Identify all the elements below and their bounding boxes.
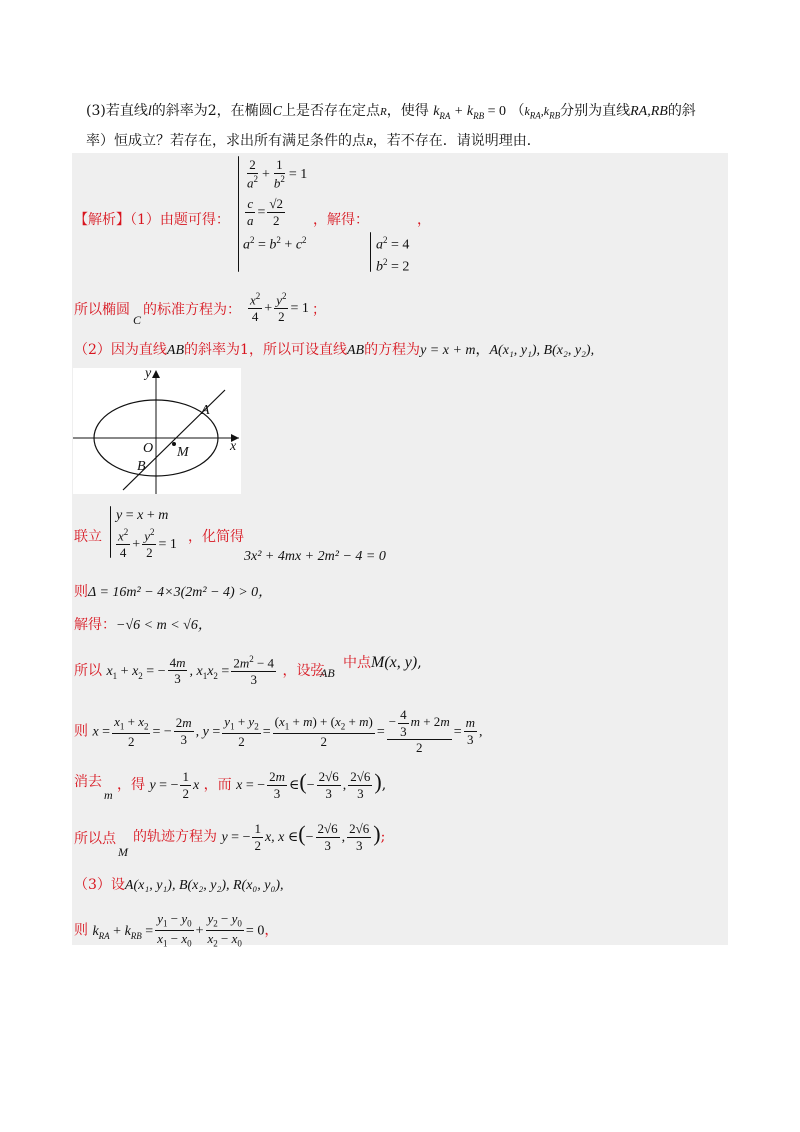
origin-label: O (143, 441, 154, 456)
y-axis-label: y (145, 366, 152, 381)
part2-line: （2）因为直线AB的斜率为1，所以可设直线AB的方程为y = x + m，A(x₁, y₁), B(x₂, y₂), (74, 342, 595, 358)
problem-line-1: (3)若直线l的斜率为2，在椭圆C上是否存在定点R，使得 $k_{RA} + k_{RB} = 0$ （$k_{RA},k_{RB}$分别为直线RA,RB的斜 (86, 103, 696, 121)
point-m-label: M (177, 445, 189, 460)
result-b2: $b^2 = 2$ (376, 257, 410, 275)
system-eq-3: $a^2 = b^2 + c^2$ (243, 235, 307, 253)
lianli-eq-2: $\frac{x^2}{4}$ + $\frac{y^2}{2}$ = 1 (118, 527, 177, 560)
system-eq-2: $\frac{c}{a}$ = $\frac{√2}{2}$ (247, 196, 284, 228)
system-eq-1: $\frac{2}{a^2}$ + $\frac{1}{b^2}$ = 1 (247, 157, 308, 190)
eliminate-line: 消去 (74, 774, 102, 790)
eliminate-m: m (104, 788, 113, 802)
x-axis-label: x (230, 439, 237, 454)
delta-line: 则Δ = 16m² − 4×3(2m² − 4) > 0， (74, 584, 273, 600)
quadratic-equation: 3x² + 4mx + 2m² − 4 = 0 (244, 549, 386, 564)
problem-line-2: 率）恒成立？若存在，求出所有满足条件的点R，若不存在．请说明理由． (86, 133, 541, 149)
chord-AB: AB (320, 666, 335, 680)
ellipse-figure (73, 368, 241, 494)
result-brace (370, 232, 371, 272)
lianli-label: 联立 (74, 529, 102, 545)
locus-line: 所以点 (74, 831, 116, 847)
std-C: C (133, 313, 142, 327)
point-a-label: A (201, 403, 210, 418)
solve-comma: ， (417, 212, 431, 228)
result-a2: $a^2 = 4$ (376, 235, 410, 253)
simplify-label: ，化简得 (188, 529, 244, 545)
std-mid: 的标准方程为： (143, 302, 241, 318)
part1-line: 【解析】（1）由题可得： (74, 212, 230, 228)
locus-equation: 的轨迹方程为 y = − $\frac{1}{2}$ x, x ∈(− $\frac{2√6}{3}$ , $\frac{2√6}{3}$ ); (133, 821, 386, 853)
solve-label: ，解得： (313, 212, 369, 228)
lianli-brace (110, 506, 111, 558)
eliminate-result: ，得 y = − $\frac{1}{2}$ x ，而 x = − $\frac{2m}{3}$ ∈(− $\frac{2√6}{3}$ , $\frac{2√6}{3}$ ), (117, 769, 387, 801)
slope-sum-equation: $k_{RA} + k_{RB} = 0$ (433, 104, 506, 121)
locus-M: M (118, 845, 128, 859)
midpoint-coords: 则 x = $\frac{x_1 + x_2}{2}$ = − $\frac{2m}{3}$ , y = $\frac{y_1 + y_2}{2}$ = $\frac{(x_1 + m) + (x_2 + m)}{2}$ = − $\frac{4}{3}$ m + 2m 2 = $\frac{m}{3}$ , (74, 707, 483, 756)
system-brace (238, 156, 239, 272)
standard-equation-line: 所以椭圆 (74, 302, 130, 318)
midpoint-label: 中点M(x, y), (343, 654, 422, 671)
range-line: 解得：−√6 < m < √6， (74, 617, 212, 633)
lianli-eq-1: y = x + m (116, 508, 169, 523)
std-end: ； (312, 302, 326, 318)
part3-slope-sum: 则 $k_{RA} + k_{RB}$ = $\frac{y_1 - y_0}{x_1 - x_0}$ + $\frac{y_2 - y_0}{x_2 - x_0}$ = 0， (74, 911, 279, 949)
point-b-label: B (137, 459, 146, 474)
std-eq: $\frac{x^2}{4}$ + $\frac{y^2}{2}$ = 1 (250, 291, 309, 324)
part3-line: （3）设A(x₁, y₁), B(x₂, y₂), R(x₀, y₀), (74, 877, 284, 893)
vieta-line: 所以 $x_1 + x_2$ = − $\frac{4m}{3}$ , $x_1x_2$ = $\frac{2m^2 - 4}{3}$ ，设弦 (74, 654, 325, 687)
